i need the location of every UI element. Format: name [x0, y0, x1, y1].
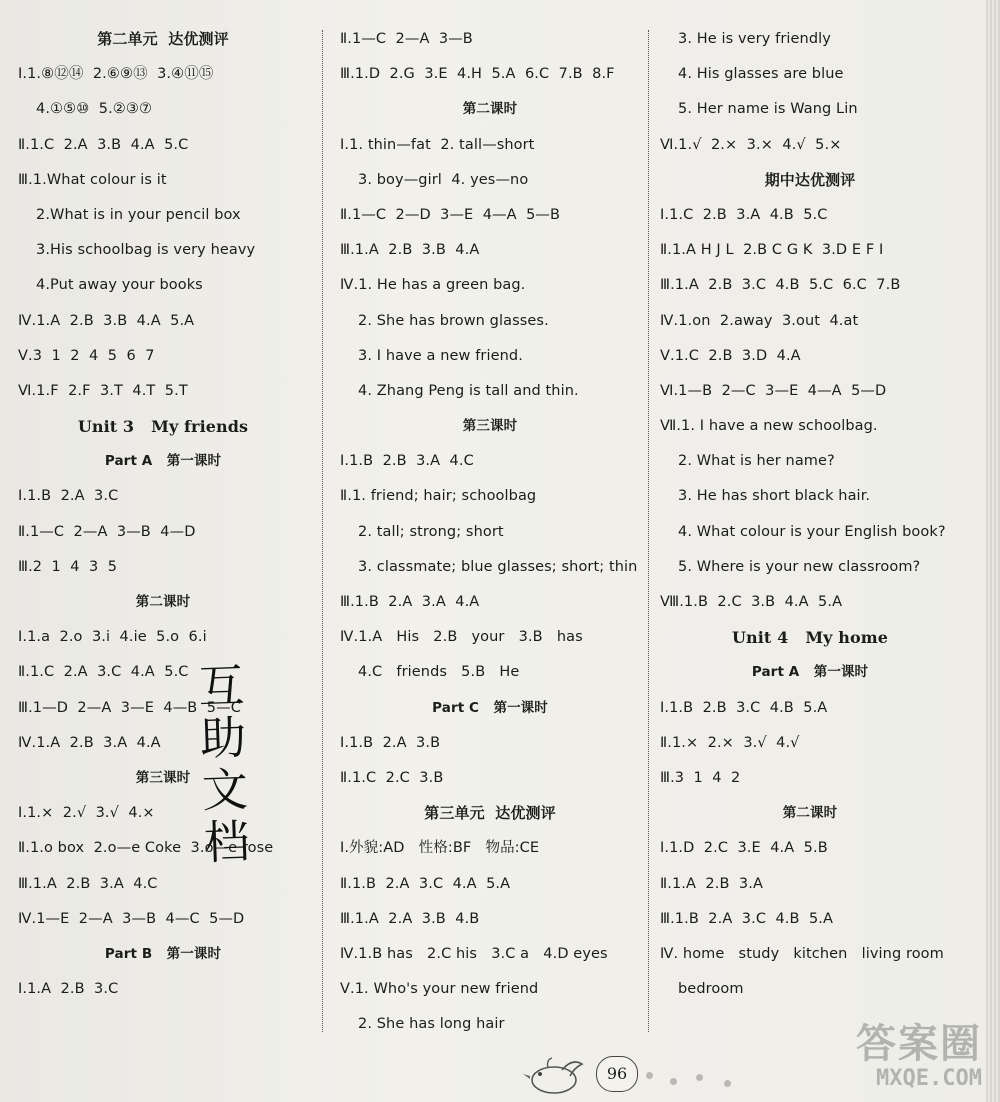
- answer-line: 4. His glasses are blue: [678, 66, 844, 83]
- answer-line: Ⅵ.1.√ 2.× 3.× 4.√ 5.×: [660, 136, 842, 153]
- answer-line: Ⅳ.1. He has a green bag.: [340, 277, 526, 294]
- section-heading: Unit 3 My friends: [77, 417, 249, 437]
- section-heading: 期中达优测评: [764, 170, 856, 189]
- section-heading: 第三课时: [462, 418, 518, 435]
- answer-line: Ⅵ.1.F 2.F 3.T 4.T 5.T: [18, 382, 188, 399]
- answer-line: Ⅰ.1.A 2.B 3.C: [18, 981, 119, 998]
- answer-line: Ⅱ.1—C 2—A 3—B: [340, 31, 473, 47]
- answer-line: 2. tall; strong; short: [358, 523, 504, 540]
- answer-line: Ⅴ.1. Who's your new friend: [340, 981, 539, 998]
- answer-line: Ⅰ.1.B 2.B 3.C 4.B 5.A: [660, 699, 828, 716]
- answer-line: Ⅲ.1.A 2.B 3.C 4.B 5.C 6.C 7.B: [660, 277, 901, 294]
- answer-line: Ⅲ.1.B 2.A 3.C 4.B 5.A: [660, 910, 834, 927]
- answer-line: 2. She has brown glasses.: [358, 312, 549, 329]
- answer-line: Ⅲ.1.B 2.A 3.A 4.A: [340, 594, 480, 610]
- page-edge-shadow: [986, 0, 1000, 1102]
- answer-line: 2. What is her name?: [678, 453, 835, 470]
- answer-line: Ⅰ.1.B 2.B 3.A 4.C: [340, 453, 474, 470]
- section-heading: 第三课时: [135, 769, 191, 786]
- section-heading: 第三单元 达优测评: [424, 804, 556, 823]
- answer-line: Ⅳ.1.A His 2.B your 3.B has: [340, 629, 583, 646]
- handwritten-char: 助: [199, 710, 248, 766]
- answer-line: 3. I have a new friend.: [358, 347, 523, 364]
- watermark: [792, 1022, 982, 1092]
- answer-line: 4.C friends 5.B He: [358, 664, 520, 681]
- watermark-logo: 答案圈: [856, 1021, 982, 1067]
- handwritten-char: 互: [197, 658, 246, 714]
- answer-line: Ⅴ.1.C 2.B 3.D 4.A: [660, 347, 801, 364]
- bird-icon: [520, 1054, 590, 1096]
- answer-line: Ⅰ.1.B 2.A 3.B: [340, 734, 441, 751]
- answer-line: 2.What is in your pencil box: [36, 206, 241, 223]
- column-middle: [340, 22, 640, 1042]
- answer-line: Ⅰ.1.a 2.o 3.i 4.ie 5.o 6.i: [18, 629, 207, 646]
- answer-line: Ⅳ.1.on 2.away 3.out 4.at: [660, 312, 859, 329]
- answer-line: Ⅴ.3 1 2 4 5 6 7: [18, 347, 155, 364]
- answer-line: 3. boy—girl 4. yes—no: [358, 171, 529, 188]
- answer-line: Ⅰ.1.C 2.B 3.A 4.B 5.C: [660, 206, 828, 223]
- answer-line: Ⅳ.1.B has 2.C his 3.C a 4.D eyes: [340, 945, 608, 962]
- handwritten-char: 文: [200, 762, 249, 818]
- section-heading: 第二课时: [135, 594, 191, 610]
- answer-line: 5. Her name is Wang Lin: [678, 101, 858, 118]
- answer-line: Ⅱ.1.A 2.B 3.A: [660, 875, 763, 892]
- answer-line: Ⅳ.1—E 2—A 3—B 4—C 5—D: [18, 910, 245, 927]
- answer-line: Ⅲ.1.A 2.B 3.B 4.A: [340, 242, 480, 259]
- column-left: [18, 22, 308, 1007]
- column-divider-left: [322, 30, 323, 1032]
- section-heading: Part A 第一课时: [751, 664, 869, 681]
- answer-line: Ⅲ.1.What colour is it: [18, 171, 167, 188]
- watermark-url: MXQE.COM: [876, 1066, 982, 1091]
- answer-line: Ⅱ.1.× 2.× 3.√ 4.√: [660, 734, 800, 751]
- page-footer: [520, 1052, 780, 1098]
- answer-line: Ⅷ.1.B 2.C 3.B 4.A 5.A: [660, 594, 843, 610]
- page-number: 96: [596, 1056, 638, 1092]
- answer-line: Ⅲ.1—D 2—A 3—E 4—B 5—C: [18, 699, 241, 716]
- answer-line: Ⅰ.1. thin—fat 2. tall—short: [340, 136, 535, 153]
- answer-line: Ⅲ.1.A 2.B 3.A 4.C: [18, 875, 158, 892]
- answer-line: Ⅲ.1.A 2.A 3.B 4.B: [340, 910, 480, 927]
- answer-line: Ⅱ.1.C 2.A 3.C 4.A 5.C: [18, 664, 189, 681]
- handwritten-stamp: [188, 659, 259, 869]
- answer-line: 5. Where is your new classroom?: [678, 558, 921, 575]
- answer-line: 3. He is very friendly: [678, 31, 831, 47]
- answer-line: Ⅰ.1.⑧⑫⑭ 2.⑥⑨⑬ 3.④⑪⑮: [18, 66, 214, 83]
- answer-line: Ⅶ.1. I have a new schoolbag.: [660, 418, 878, 435]
- answer-line: Ⅳ.1.A 2.B 3.B 4.A 5.A: [18, 312, 195, 329]
- answer-line: Ⅱ.1. friend; hair; schoolbag: [340, 488, 537, 505]
- section-heading: 第二课时: [462, 101, 518, 118]
- answer-line: 4. Zhang Peng is tall and thin.: [358, 382, 579, 399]
- handwritten-char: 档: [202, 814, 251, 870]
- answer-line: Ⅱ.1.B 2.A 3.C 4.A 5.A: [340, 875, 511, 892]
- section-heading: 第二课时: [782, 805, 838, 822]
- answer-line: Ⅱ.1—C 2—D 3—E 4—A 5—B: [340, 206, 561, 223]
- answer-line: Ⅰ.1.× 2.√ 3.√ 4.×: [18, 805, 155, 822]
- answer-line: 3.His schoolbag is very heavy: [36, 242, 256, 259]
- column-right: [660, 22, 960, 1007]
- answer-line: Ⅱ.1.C 2.C 3.B: [340, 769, 444, 786]
- answer-line: bedroom: [678, 981, 744, 998]
- answer-line: 4.Put away your books: [36, 277, 203, 294]
- section-heading: Part A 第一课时: [104, 453, 222, 470]
- section-heading: Unit 4 My home: [731, 628, 889, 648]
- answer-line: Ⅲ.2 1 4 3 5: [18, 558, 118, 575]
- answer-line: 4. What colour is your English book?: [678, 523, 946, 540]
- answer-line: 3. classmate; blue glasses; short; thin: [358, 558, 638, 575]
- column-divider-right: [648, 30, 649, 1032]
- answer-line: Ⅳ.1.A 2.B 3.A 4.A: [18, 734, 161, 751]
- answer-line: Ⅱ.1.C 2.A 3.B 4.A 5.C: [18, 136, 189, 153]
- answer-line: Ⅰ.1.B 2.A 3.C: [18, 488, 119, 505]
- answer-line: 2. She has long hair: [358, 1016, 505, 1033]
- section-heading: Part B 第一课时: [104, 945, 222, 962]
- answer-line: 3. He has short black hair.: [678, 488, 871, 505]
- section-heading: 第二单元 达优测评: [97, 30, 229, 48]
- answer-line: Ⅰ.外貌:AD 性格:BF 物品:CE: [340, 840, 540, 857]
- answer-line: Ⅳ. home study kitchen living room: [660, 945, 944, 962]
- section-heading: Part C 第一课时: [432, 699, 548, 716]
- answer-line: Ⅲ.1.D 2.G 3.E 4.H 5.A 6.C 7.B 8.F: [340, 66, 615, 83]
- answer-line: 4.①⑤⑩ 5.②③⑦: [36, 101, 153, 118]
- answer-line: Ⅱ.1.o box 2.o—e Coke 3.o—e rose: [18, 840, 274, 857]
- answer-line: Ⅵ.1—B 2—C 3—E 4—A 5—D: [660, 382, 887, 399]
- answer-line: Ⅱ.1—C 2—A 3—B 4—D: [18, 523, 196, 540]
- answer-line: Ⅲ.3 1 4 2: [660, 769, 741, 786]
- answer-line: Ⅰ.1.D 2.C 3.E 4.A 5.B: [660, 840, 828, 857]
- answer-line: Ⅱ.1.A H J L 2.B C G K 3.D E F I: [660, 242, 884, 259]
